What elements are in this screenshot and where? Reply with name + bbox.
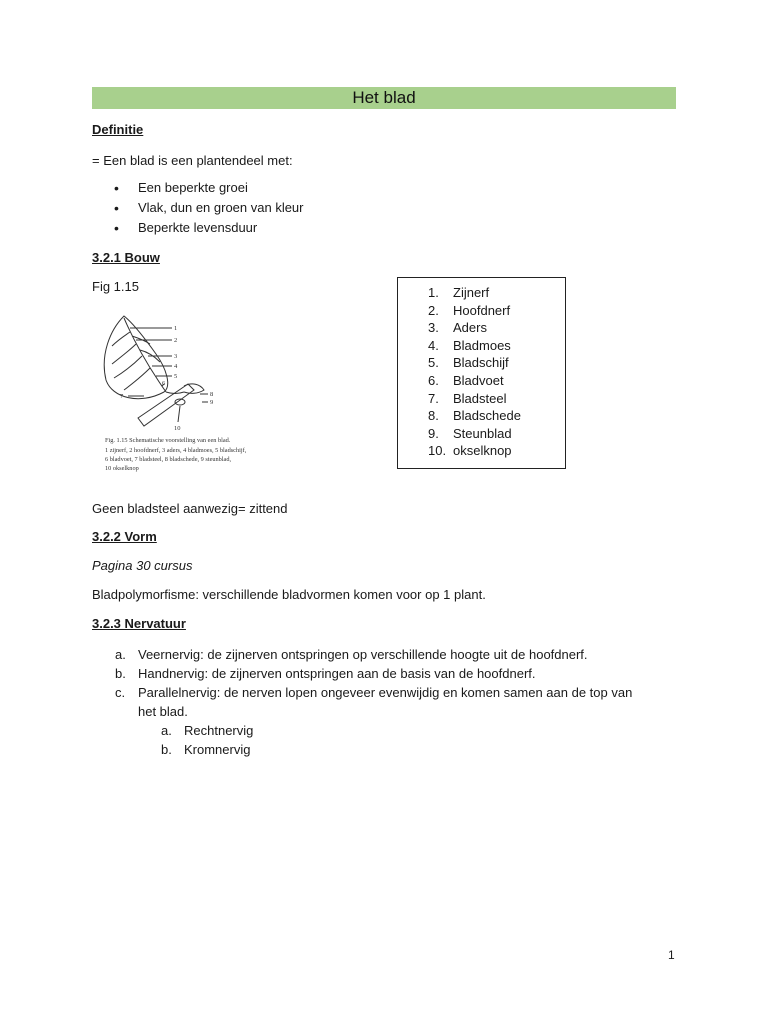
legend-number: 2. [428,302,439,318]
definitie-heading: Definitie [92,122,144,137]
figure-caption-line: 1 zijnerf, 2 hoofdnerf, 3 aders, 4 bladmoes, 5 bladschijf, [105,447,247,454]
nervatuur-list [115,645,632,721]
legend-number: 4. [428,337,439,353]
nervatuur-subitem-text: Kromnervig [184,742,251,757]
bullet-item: • Beperkte levensduur [92,218,304,238]
legend-number: 8. [428,408,439,424]
callout-10: 10 [174,425,181,432]
legend-label: Aders [453,320,487,336]
nervatuur-item-text: Veernervig: de zijnerven ontspringen op verschillende hoogte uit de hoofdnerf. [138,647,588,662]
legend-number: 5. [428,355,439,371]
nervatuur-item-continuation [115,702,632,721]
nervatuur-item-text: Parallelnervig: de nerven lopen ongeveer evenwijdig en komen samen aan de top van [138,685,633,700]
list-marker: a. [161,723,172,738]
fig-label: Fig 1.15 [92,279,139,294]
bouw-note: Geen bladsteel aanwezig= zittend [92,501,288,516]
nervatuur-subitem [161,721,253,740]
legend-number: 3. [428,320,439,336]
nervatuur-item [115,664,632,683]
figure-caption-line: 10 okselknop [105,465,139,472]
callout-4: 4 [174,363,178,370]
nervatuur-item-text: Handnervig: de zijnerven ontspringen aan de basis van de hoofdnerf. [138,666,536,681]
legend-number: 9. [428,425,439,441]
legend-label: Bladvoet [453,372,504,388]
legend-label: Bladmoes [453,337,511,353]
callout-1: 1 [174,325,178,332]
legend-box [397,277,566,469]
bouw-heading: 3.2.1 Bouw [92,250,160,265]
list-marker: a. [115,647,126,662]
legend-label: okselknop [453,443,512,459]
callout-6: 6 [162,380,166,387]
page-number: 1 [668,948,675,962]
vorm-text: Bladpolymorfisme: verschillende bladvormen komen voor op 1 plant. [92,587,486,602]
callout-9: 9 [210,399,214,406]
definitie-bullet-list [92,178,304,238]
definitie-intro: = Een blad is een plantendeel met: [92,153,293,168]
page-title: Het blad [92,87,676,109]
legend-number: 10. [428,443,447,459]
legend-number: 6. [428,372,439,388]
callout-8: 8 [210,391,214,398]
leaf-diagram [100,310,285,485]
legend-number: 7. [428,390,439,406]
nervatuur-sublist [161,721,253,759]
legend-label: Hoofdnerf [453,302,511,318]
callout-2: 2 [174,337,178,344]
legend-label: Steunblad [453,425,512,441]
callout-5: 5 [174,373,178,380]
bullet-item: • Vlak, dun en groen van kleur [92,198,304,218]
nervatuur-subitem [161,740,253,759]
legend-label: Bladschede [453,408,521,424]
figure-caption-line: Fig. 1.15 Schematische voorstelling van een blad. [105,437,231,444]
callout-7: 7 [120,393,124,400]
vorm-heading: 3.2.2 Vorm [92,529,157,544]
nervatuur-item [115,645,632,664]
list-marker: b. [115,666,126,681]
list-marker: c. [115,685,126,700]
legend-label: Bladsteel [453,390,507,406]
list-marker: b. [161,742,172,757]
nervatuur-item [115,683,632,702]
legend-label: Bladschijf [453,355,509,371]
legend-number: 1. [428,285,439,300]
legend-label: Zijnerf [453,285,490,300]
nervatuur-subitem-text: Rechtnervig [184,723,254,738]
callout-3: 3 [174,353,178,360]
figure-caption-line: 6 bladvoet, 7 bladsteel, 8 bladschede, 9 steunblad, [105,456,232,463]
bullet-item: • Een beperkte groei [92,178,304,198]
vorm-reference: Pagina 30 cursus [92,558,193,573]
nervatuur-item-text: het blad. [138,704,188,719]
nervatuur-heading: 3.2.3 Nervatuur [92,616,186,631]
